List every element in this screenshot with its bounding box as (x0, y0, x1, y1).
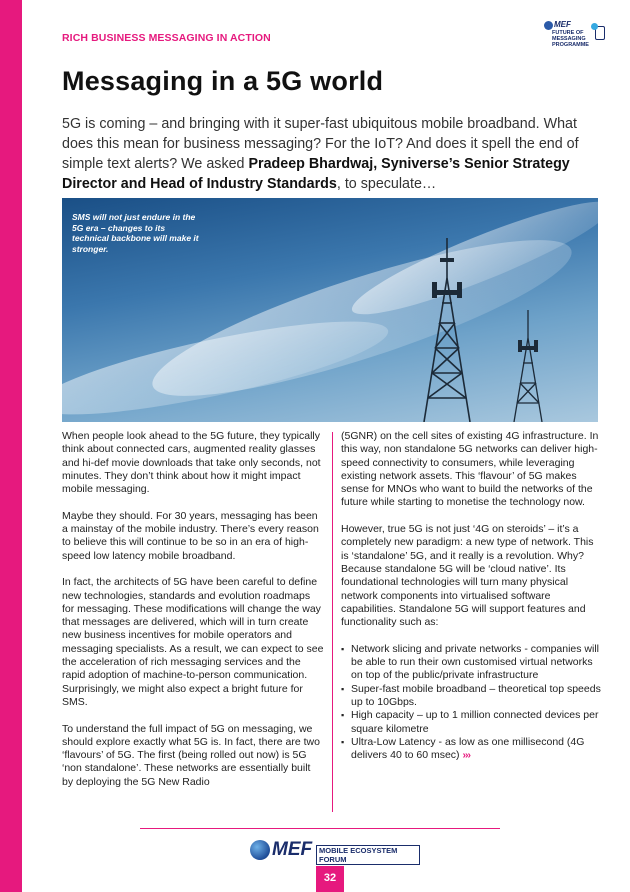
list-item-text: Ultra-Low Latency - as low as one millisecond (4G delivers 40 to 60 msec) (351, 735, 585, 762)
paragraph: However, true 5G is not just ‘4G on steroids’ – it’s a completely new paradigm: a new type of network. This is ‘standalone’ 5G, and it really is a revolution. Why? Because standalone 5G will be ‘cloud native’. Its foundational technologies will turn many physical network components into virtualised software capabilities. Standalone 5G will support features and functionality such as: (341, 523, 594, 629)
paragraph: When people look ahead to the 5G future, they typically think about connected cars, augmented reality glasses and hi-def movie downloads that take only seconds, not minutes. They don’t think about how it might impact mobile messaging. (62, 430, 321, 496)
logo-mef-text: MEF (554, 20, 571, 29)
footer-mef-text: MEF (272, 839, 313, 860)
intro-text-1: 5G is coming – and bringing with it super-fast ubiquitous mobile broadband. What does this mean for business messaging? For the IoT? And does it spell the end of simple text alerts? We asked (62, 116, 579, 172)
feature-list (341, 643, 603, 763)
list-item: ▪ High capacity – up to 1 million connected devices per square kilometre (341, 709, 603, 736)
logo-line-3: PROGRAMME (552, 42, 589, 48)
article-title: Messaging in a 5G world (62, 66, 384, 96)
badge-dot-icon (591, 23, 598, 30)
left-accent-bar (0, 0, 22, 892)
right-column (341, 430, 603, 762)
mef-footer-logo (250, 838, 420, 864)
globe-icon (250, 840, 270, 860)
page-number: 32 (316, 866, 344, 892)
image-caption: SMS will not just endure in the 5G era – changes to its technical backbone will make it stronger. (72, 212, 199, 254)
intro-text-2: , to speculate… (336, 176, 437, 192)
continue-arrows-icon[interactable]: ››› (462, 749, 470, 762)
paragraph: Maybe they should. For 30 years, messaging has been a mainstay of the mobile industry. There’s every reason to believe this will continue to be so in an era of high-speed low latency mobile broadband. (62, 509, 319, 562)
footer-forum-text: MOBILE ECOSYSTEM FORUM (316, 845, 420, 865)
logo-line-2: MESSAGING (552, 36, 586, 42)
future-of-messaging-logo (544, 20, 606, 50)
article-intro (62, 114, 592, 194)
paragraph: (5GNR) on the cell sites of existing 4G infrastructure. In this way, non standalone 5G networks can deliver high-speed connectivity to consumers, while leveraging existing network assets. This ‘flavour’ of 5G makes sense for MNOs who want to build the networks of the future while starting to monetise the technology now. (341, 430, 599, 509)
list-item: ▪ Super-fast mobile broadband – theoretical top speeds up to 10Gbps. (341, 683, 603, 710)
left-column (62, 430, 324, 802)
section-label: RICH BUSINESS MESSAGING IN ACTION (62, 32, 271, 44)
paragraph: In fact, the architects of 5G have been careful to define new technologies, standards and evolution roadmaps for messaging. These modifications will change the way that messages are delivered, which will in turn create new business incentives for mobile operators and messaging specialists. As a result, we can expect to see the acceleration of rich messaging services and the rapid adoption of machine-to-person communication. Surprisingly, we might also expect a bright future for SMS. (62, 576, 324, 708)
footer-divider (140, 828, 500, 829)
globe-icon (544, 21, 553, 30)
logo-line-1: FUTURE OF (552, 30, 584, 36)
hero-image-telecom-towers (62, 198, 598, 422)
paragraph: To understand the full impact of 5G on messaging, we should explore exactly what 5G is. In fact, there are two ‘flavours’ of 5G. The first (being rolled out now) is 5G ‘non standalone’. These networks are essentially built by deploying the 5G New Radio (62, 722, 320, 788)
list-item (341, 736, 603, 763)
column-divider (332, 432, 333, 812)
list-item: ▪ Network slicing and private networks - companies will be able to run their own customised virtual networks on top of the public/private infrastructure (341, 643, 603, 683)
intro-author: Pradeep Bhardwaj, Syniverse’s Senior Strategy Director and Head of Industry Standards (62, 156, 570, 192)
